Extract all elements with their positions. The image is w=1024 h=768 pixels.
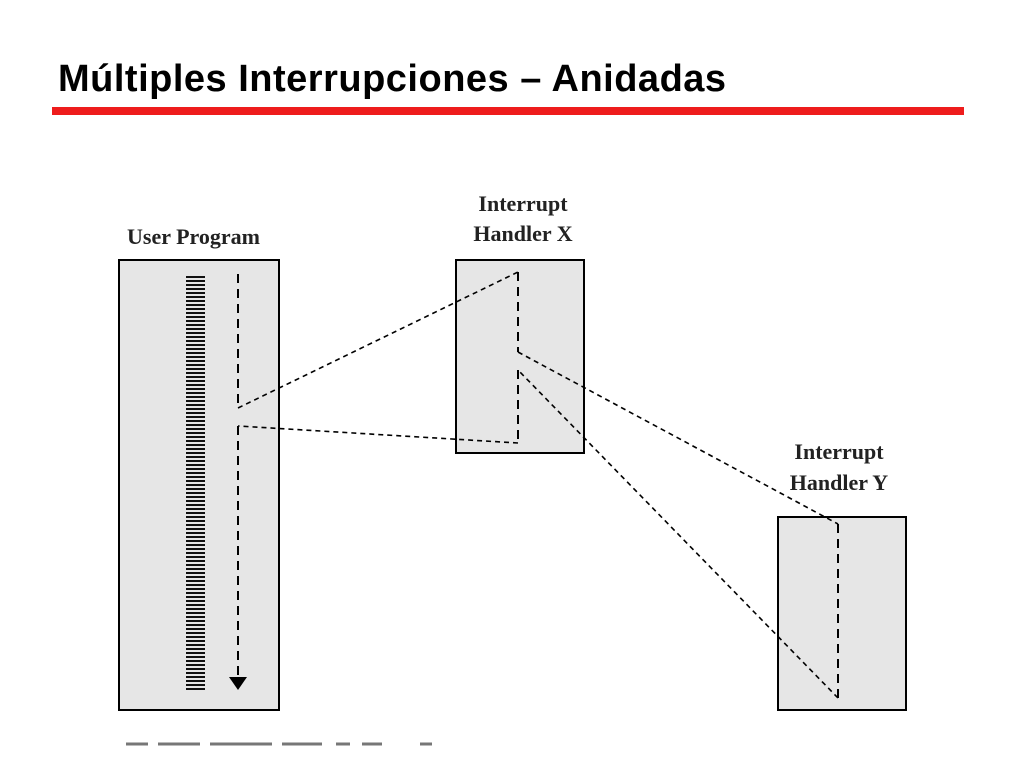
handler-y-label-line1: Interrupt bbox=[794, 439, 884, 464]
handler-y-box bbox=[778, 517, 906, 710]
handler-x-label-line1: Interrupt bbox=[478, 191, 568, 216]
handler-y-label-line2: Handler Y bbox=[789, 470, 889, 495]
user-program-label: User Program bbox=[127, 224, 260, 249]
slide-title: Múltiples Interrupciones – Anidadas bbox=[58, 58, 727, 100]
handler-x-label-line2: Handler X bbox=[473, 221, 573, 246]
handler-x-box bbox=[456, 260, 584, 453]
